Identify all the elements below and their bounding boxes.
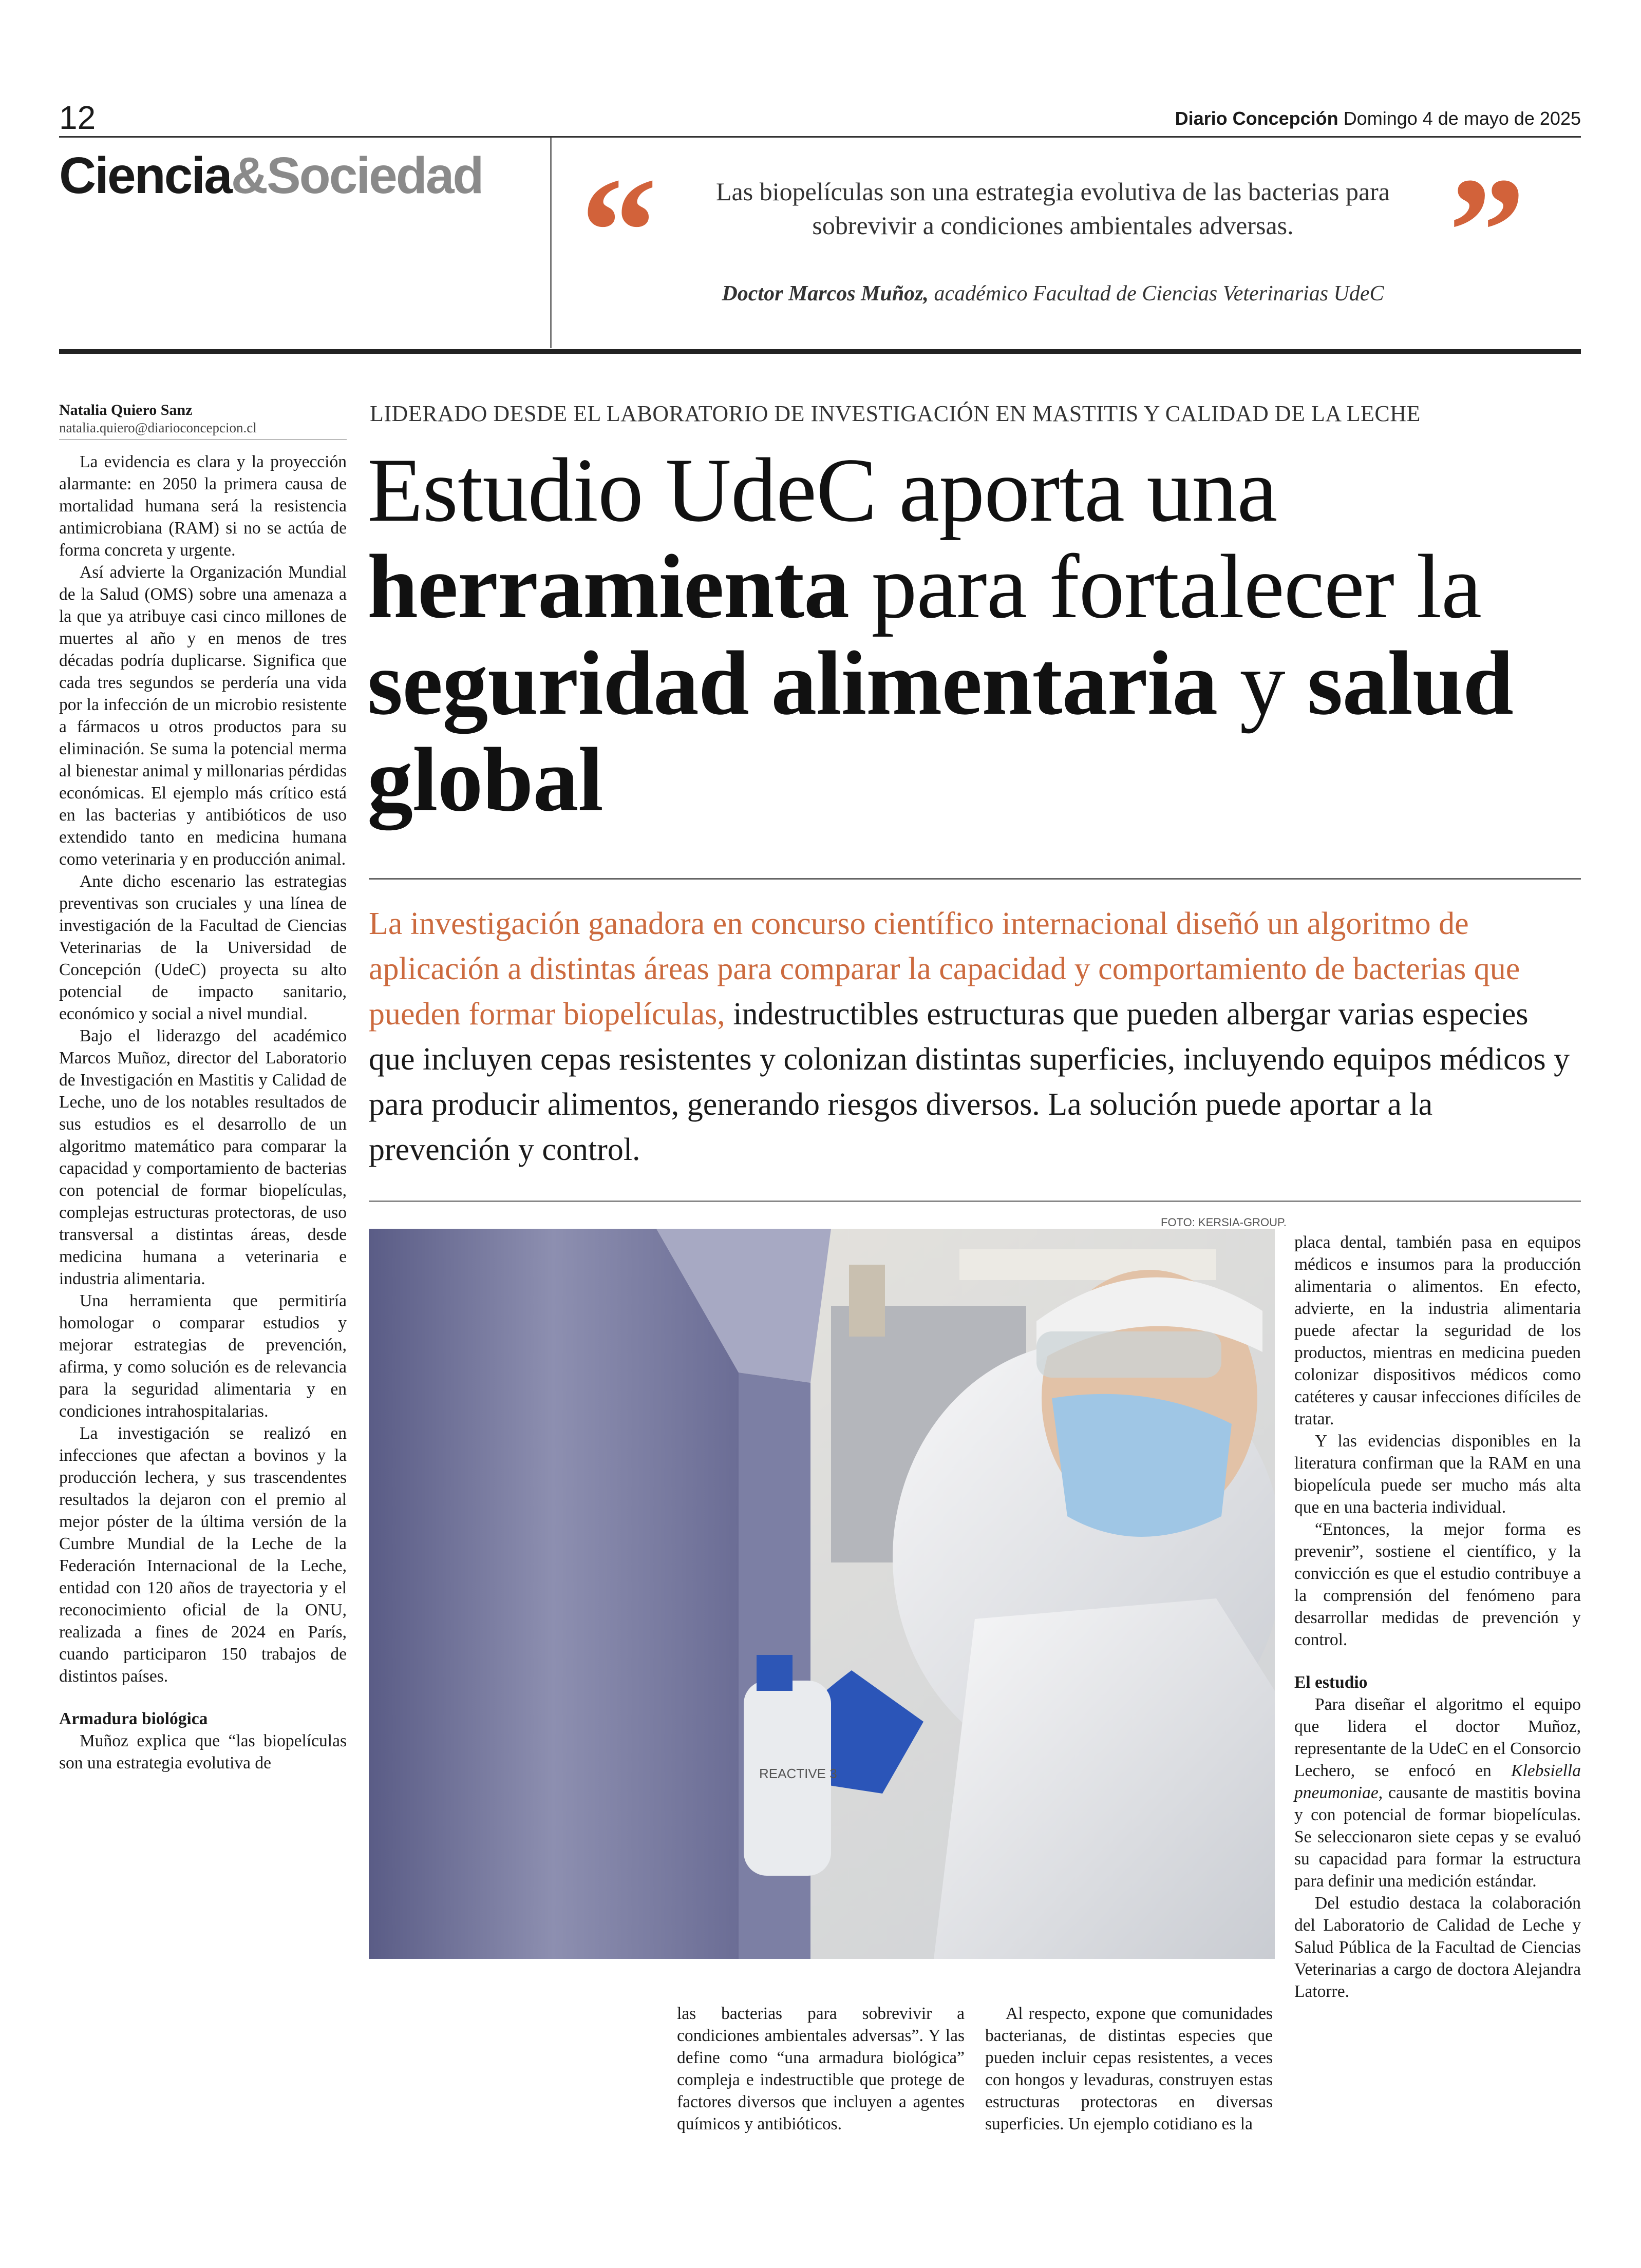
photo-illustration xyxy=(369,1229,1275,1959)
article-deck xyxy=(369,901,1581,1172)
pull-quote-box xyxy=(550,138,1582,348)
paragraph: La evidencia es clara y la proyección alarmante: en 2050 la primera causa de mortalidad humana será la resistencia antimicrobiana (RAM) si no se actúa de forma concreta y urgente. xyxy=(59,452,347,560)
section-title xyxy=(59,146,483,205)
masthead-date: Domingo 4 de mayo de 2025 xyxy=(1343,108,1581,129)
paragraph: Muñoz explica que “las biopelículas son una estrategia evolutiva de xyxy=(59,1731,347,1773)
paragraph: placa dental, también pasa en equipos médicos e insumos para la producción alimentaria o alimentos. En efecto, advierte, en la industria alimentaria puede afectar la seguridad de los productos, mientras en medicina pueden colonizar dispositivos médicos como catéteres y causar infecciones difíciles de tratar. xyxy=(1294,1233,1581,1428)
photo-bottle-label: REACTIVE 3 xyxy=(759,1766,837,1781)
photo-credit: FOTO: KERSIA-GROUP. xyxy=(1161,1216,1287,1229)
paragraph: Al respecto, expone que comunidades bacterianas, de distintas especies que pueden incluir cepas resistentes, a veces con hongos y levaduras, construyen estas estructuras protectoras en diversas superficies. Un ejemplo cotidiano es la xyxy=(985,2004,1273,2133)
species-name: Klebsiella pneumoniae xyxy=(1294,1761,1581,1802)
subheading-armadura: Armadura biológica xyxy=(59,1709,208,1728)
article-column-4 xyxy=(1294,1231,1581,2003)
masthead-name: Diario Concepción xyxy=(1175,108,1338,129)
pull-quote-text: Las biopelículas son una estrategia evolutiva de las bacterias para sobrevivir a condiciones ambientales adversas. xyxy=(716,177,1390,240)
section-title-amp: & xyxy=(231,147,267,204)
article-column-1 xyxy=(59,451,347,1774)
headline-part2: para fortalecer la xyxy=(849,536,1482,637)
headline-part1: Estudio UdeC aporta una xyxy=(367,439,1277,541)
paragraph: Una herramienta que permitiría homologar o comparar estudios y mejorar estrategias de prevención, afirma, y como solución es de relevancia para la seguridad alimentaria y en condiciones intrahospitalarias. xyxy=(59,1291,347,1421)
paragraph: La investigación se realizó en infecciones que afectan a bovinos y la producción lechera, y sus trascendentes resultados la dejaron con el premio al mejor póster de la última versión de la Cumbre Mundial de la Leche de la Federación Internacional de la Leche, entidad con 120 años de trayectoria y el reconocimiento oficial de la ONU, realizada a fines de 2024 en París, cuando participaron 150 trabajos de distintos países. xyxy=(59,1424,347,1686)
deck-highlight: La investigación ganadora en concurso científico internacional diseñó un algoritmo de aplicación a distintas áreas para comparar la capacidad y comportamiento de bacterias que pueden formar biopelículas, xyxy=(369,906,1520,1032)
paragraph: las bacterias para sobrevivir a condiciones ambientales adversas”. Y las define como “una armadura biológica” compleja e indestructible que protege de factores diversos que incluyen a agentes químicos y antibióticos. xyxy=(677,2004,965,2133)
deck-rest: indestructibles estructuras que pueden albergar varias especies que incluyen cepas resistentes y colonizan distintas superficies, incluyendo equipos médicos y para producir alimentos, generando riesgos diversos. La solución puede aportar a la prevención y control. xyxy=(369,997,1570,1167)
headline-bold1: herramienta xyxy=(367,536,850,637)
headline-part3: y xyxy=(1217,632,1308,734)
header-heavy-rule xyxy=(59,349,1581,354)
open-quote-icon: “ xyxy=(580,146,657,316)
subheading-estudio: El estudio xyxy=(1294,1673,1368,1692)
paragraph: Bajo el liderazgo del académico Marcos Muñoz, director del Laboratorio de Investigación en Mastitis y Calidad de Leche, uno de los notables resultados de sus estudios es el desarrollo de un algoritmo matemático para comparar la capacidad y comportamiento de bacterias con potencial de formar biopelículas, complejas estructuras protectoras, de uso transversal a distintas áreas, desde medicina humana a veterinaria e industria alimentaria. xyxy=(59,1026,347,1288)
paragraph: “Entonces, la mejor forma es prevenir”, sostiene el científico, y la convicción es que el estudio contribuye a la comprensión del fenómeno para desarrollar medidas de prevención y control. xyxy=(1294,1520,1581,1649)
paragraph: Del estudio destaca la colaboración del Laboratorio de Calidad de Leche y Salud Pública de la Facultad de Ciencias Veterinarias a cargo de doctora Alejandra Latorre. xyxy=(1294,1894,1581,2001)
paragraph xyxy=(1294,1693,1581,1892)
article-headline xyxy=(367,439,1574,830)
deck-rule-bottom xyxy=(369,1200,1581,1202)
headline-bold3: salud global xyxy=(367,632,1513,830)
paragraph: Así advierte la Organización Mundial de la Salud (OMS) sobre una amenaza a la que ya atribuye casi cinco millones de muertes al año y en menos de tres décadas podría duplicarse. Significa que cada tres segundos se perdería una vida por la infección de un microbio resistente a fármacos u otros productos para su eliminación. Se suma la potencial merma al bienestar animal y millonarias pérdidas económicas. El ejemplo más crítico está en las bacterias y antibióticos de uso extendido tanto en medicina humana como veterinaria y en producción animal. xyxy=(59,563,347,869)
byline-name: Natalia Quiero Sanz xyxy=(59,402,193,418)
masthead xyxy=(1175,108,1581,129)
pull-quote-author-role: académico Facultad de Ciencias Veterinarias UdeC xyxy=(929,282,1384,306)
deck-rule-top xyxy=(369,878,1581,880)
article-photo xyxy=(369,1229,1275,1959)
article-kicker: LIDERADO DESDE EL LABORATORIO DE INVESTIGACIÓN EN MASTITIS Y CALIDAD DE LA LECHE xyxy=(370,401,1421,426)
paragraph: Ante dicho escenario las estrategias preventivas son cruciales y una línea de investigación de la Facultad de Ciencias Veterinarias de la Universidad de Concepción (UdeC) proyecta su alto potencial de impacto sanitario, económico y social a nivel mundial. xyxy=(59,872,347,1023)
byline-rule xyxy=(59,439,347,440)
close-quote-icon: ” xyxy=(1448,146,1525,316)
article-column-3 xyxy=(985,2003,1273,2135)
pull-quote-author xyxy=(642,281,1464,306)
page-number: 12 xyxy=(59,99,96,136)
article-column-2 xyxy=(677,2003,965,2135)
text-run: , causante de mastitis bovina y con potencial de formar biopelículas. Se seleccionaron siete cepas y se evaluó su capacidad para formar la estructura para definir una medición estándar. xyxy=(1294,1783,1581,1891)
paragraph: Y las evidencias disponibles en la literatura confirman que la RAM en una biopelícula puede ser mucho más alta que en una bacteria individual. xyxy=(1294,1432,1581,1517)
headline-bold2: seguridad alimentaria xyxy=(367,632,1218,734)
section-title-part1: Ciencia xyxy=(59,147,231,204)
byline-email: natalia.quiero@diarioconcepcion.cl xyxy=(59,420,257,435)
text-run: Para diseñar el algoritmo el equipo que lidera el doctor Muñoz, representante de la UdeC en el Consorcio Lechero, se enfocó en xyxy=(1294,1695,1581,1780)
pull-quote-author-name: Doctor Marcos Muñoz, xyxy=(722,282,929,306)
section-title-part2: Sociedad xyxy=(266,147,483,204)
